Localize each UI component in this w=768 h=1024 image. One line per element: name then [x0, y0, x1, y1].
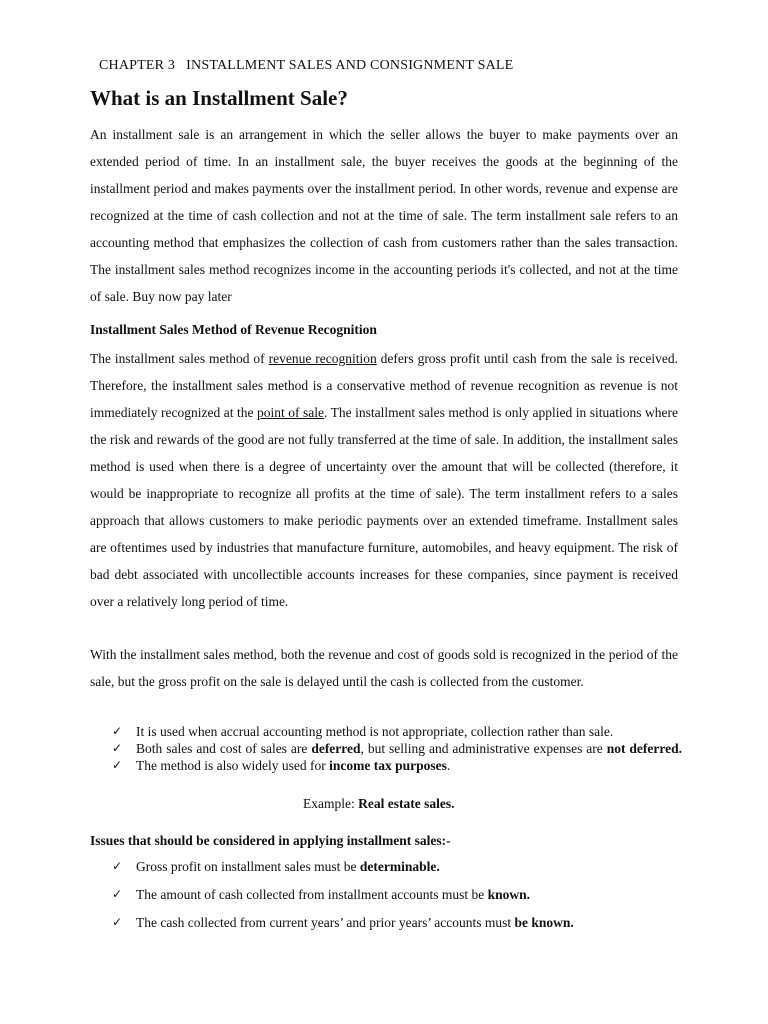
issue-text: Gross profit on installment sales must be: [136, 859, 360, 874]
issue-text: The amount of cash collected from installment accounts must be: [136, 887, 488, 902]
issue-bold: be known.: [514, 915, 574, 930]
checkmark-icon: ✓: [112, 915, 123, 929]
list-item: [112, 886, 574, 914]
checklist-item-text: The method is also widely used for: [136, 758, 330, 773]
income-tax-term: income tax purposes: [329, 758, 447, 773]
issues-heading: Issues that should be considered in applying installment sales:-: [90, 833, 451, 848]
checkmark-icon: ✓: [112, 859, 123, 873]
chapter-heading: CHAPTER 3 INSTALLMENT SALES AND CONSIGNMENT SALE: [99, 58, 514, 73]
deferred-term: deferred: [311, 741, 361, 756]
example-value: Real estate sales.: [358, 796, 455, 811]
example-line: [303, 796, 454, 812]
page-title: What is an Installment Sale?: [90, 86, 348, 110]
list-item: [112, 914, 574, 942]
checklist-item-text: .: [446, 758, 451, 773]
method-heading: Installment Sales Method of Revenue Recognition: [90, 322, 377, 337]
checklist: [112, 723, 682, 774]
checkmark-icon: ✓: [112, 741, 123, 755]
checklist-item-text: Both sales and cost of sales are: [136, 741, 312, 756]
example-label: Example:: [303, 796, 359, 811]
method-paragraph: [90, 345, 678, 642]
issue-bold: determinable.: [359, 859, 440, 874]
issue-bold: known.: [487, 887, 531, 902]
list-item: [112, 858, 574, 886]
list-item: [112, 757, 682, 774]
cogs-paragraph: With the installment sales method, both the revenue and cost of goods sold is recognized in the period of the sale, but the gross profit on the sale is delayed until the cash is collected from the customer.: [90, 647, 678, 689]
intro-paragraph: An installment sale is an arrangement in which the seller allows the buyer to make payments over an extended period of time. In an installment sale, the buyer receives the goods at the beginning of the installment period and makes payments over the installment period. In other words, revenue and expense are recognized at the time of cash collection and not at the time of sale. The term installment sale refers to an accounting method that emphasizes the collection of cash from customers rather than the sales transaction. The installment sales method recognizes income in the accounting periods it's collected, and not at the time of sale. Buy now pay later: [90, 127, 678, 304]
list-item: [112, 723, 682, 740]
revenue-recognition-link[interactable]: revenue recognition: [268, 351, 377, 366]
issue-text: The cash collected from current years’ and prior years’ accounts must: [136, 915, 515, 930]
list-item: [112, 740, 682, 757]
method-text-a: The installment sales method of: [90, 351, 269, 366]
checkmark-icon: ✓: [112, 887, 123, 901]
checklist-item-text: , but selling and administrative expenses are: [360, 741, 607, 756]
checkmark-icon: ✓: [112, 758, 123, 772]
point-of-sale-link[interactable]: point of sale: [257, 405, 325, 420]
method-text-c: . The installment sales method is only applied in situations where the risk and rewards of the good are not fully transferred at the time of sale. In addition, the installment sales method is used when there is a degree of uncertainty over the amount that will be collected (therefore, it would be inappropriate to recognize all profits at the time of sale). The term installment refers to a sales approach that allows customers to make periodic payments over an extended timeframe. Installment sales are oftentimes used by industries that manufacture furniture, automobiles, and heavy equipment. The risk of bad debt associated with uncollectible accounts increases for these companies, since payment is received over a relatively long period of time.: [90, 405, 678, 609]
not-deferred-term: not deferred.: [606, 741, 683, 756]
method-text-b: defers gross profit until cash from the sale is received. Therefore, the installment sales method is a conservative method of revenue recognition as revenue is not immediately recognized at the: [90, 351, 679, 420]
checkmark-icon: ✓: [112, 724, 123, 738]
checklist-item-text: It is used when accrual accounting method is not appropriate, collection rather than sale.: [136, 724, 614, 739]
issues-list: [112, 858, 574, 942]
